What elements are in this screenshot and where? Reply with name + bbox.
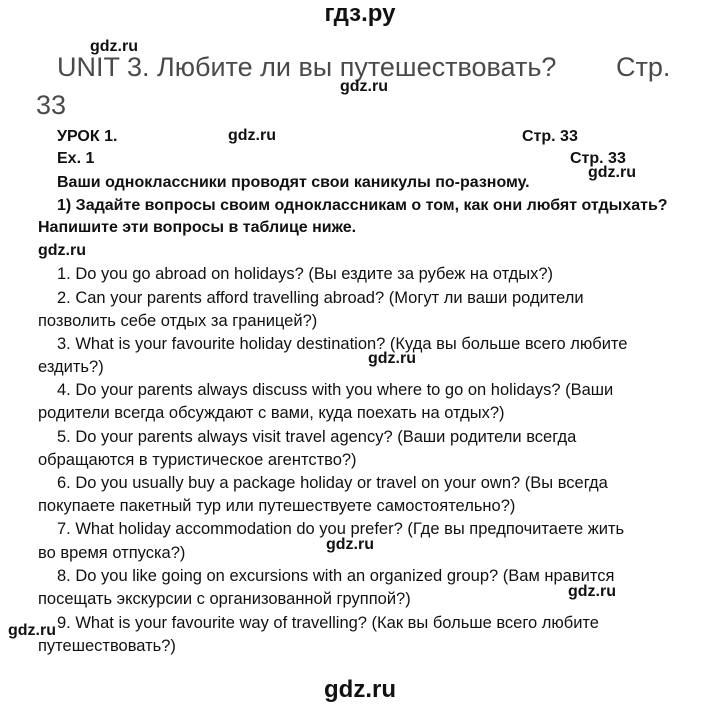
- question-5-cont: обращаются в туристическое агентство?): [38, 451, 357, 469]
- question-3: 3. What is your favourite holiday destination? (Куда вы больше всего любите: [57, 335, 628, 353]
- question-2-cont: позволить себе отдых за границей?): [38, 312, 318, 330]
- page-reference: Стр.: [616, 52, 671, 82]
- unit-title: UNIT 3. Любите ли вы путешествовать?: [57, 52, 557, 82]
- question-3-cont: ездить?): [38, 358, 104, 376]
- watermark: gdz.ru: [588, 164, 636, 181]
- question-7-cont: во время отпуска?): [38, 544, 186, 562]
- question-1: 1. Do you go abroad on holidays? (Вы ездите за рубеж на отдых?): [57, 265, 554, 283]
- watermark: gdz.ru: [568, 583, 616, 600]
- watermark: gdz.ru: [90, 38, 138, 55]
- exercise-page: Стр. 33: [570, 150, 626, 167]
- question-9-cont: путешествовать?): [38, 637, 176, 655]
- page-reference-number: 33: [36, 90, 67, 120]
- watermark: gdz.ru: [228, 127, 276, 144]
- site-header[interactable]: гдз.ру: [324, 0, 396, 27]
- question-7: 7. What holiday accommodation do you prefer? (Где вы предпочитаете жить: [57, 520, 625, 538]
- watermark: gdz.ru: [368, 350, 416, 367]
- exercise-label: Ex. 1: [57, 150, 95, 167]
- watermark: gdz.ru: [8, 622, 56, 639]
- watermark: gdz.ru: [340, 78, 388, 95]
- watermark: gdz.ru: [38, 242, 86, 259]
- question-8: 8. Do you like going on excursions with an organized group? (Вам нравится: [57, 567, 615, 585]
- watermark: gdz.ru: [326, 536, 374, 553]
- task-line-2: Напишите эти вопросы в таблице ниже.: [38, 219, 357, 236]
- question-6-cont: покупаете пакетный тур или путешествуете самостоятельно?): [38, 497, 516, 515]
- task-line-1: 1) Задайте вопросы своим одноклассникам о том, как они любят отдыхать?: [57, 197, 668, 214]
- lesson-page: Стр. 33: [522, 128, 578, 145]
- intro-text: Ваши одноклассники проводят свои каникулы по-разному.: [57, 174, 530, 191]
- question-8-cont: посещать экскурсии с организованной группой?): [38, 590, 411, 608]
- question-6: 6. Do you usually buy a package holiday or travel on your own? (Вы всегда: [57, 474, 608, 492]
- lesson-label: УРОК 1.: [57, 128, 118, 145]
- question-9: 9. What is your favourite way of travelling? (Как вы больше всего любите: [57, 614, 599, 632]
- question-5: 5. Do your parents always visit travel agency? (Ваши родители всегда: [57, 428, 577, 446]
- site-footer[interactable]: gdz.ru: [324, 676, 396, 703]
- question-4: 4. Do your parents always discuss with you where to go on holidays? (Ваши: [57, 381, 614, 399]
- question-4-cont: родители всегда обсуждают с вами, куда поехать на отдых?): [38, 404, 505, 422]
- question-2: 2. Can your parents afford travelling abroad? (Могут ли ваши родители: [57, 289, 584, 307]
